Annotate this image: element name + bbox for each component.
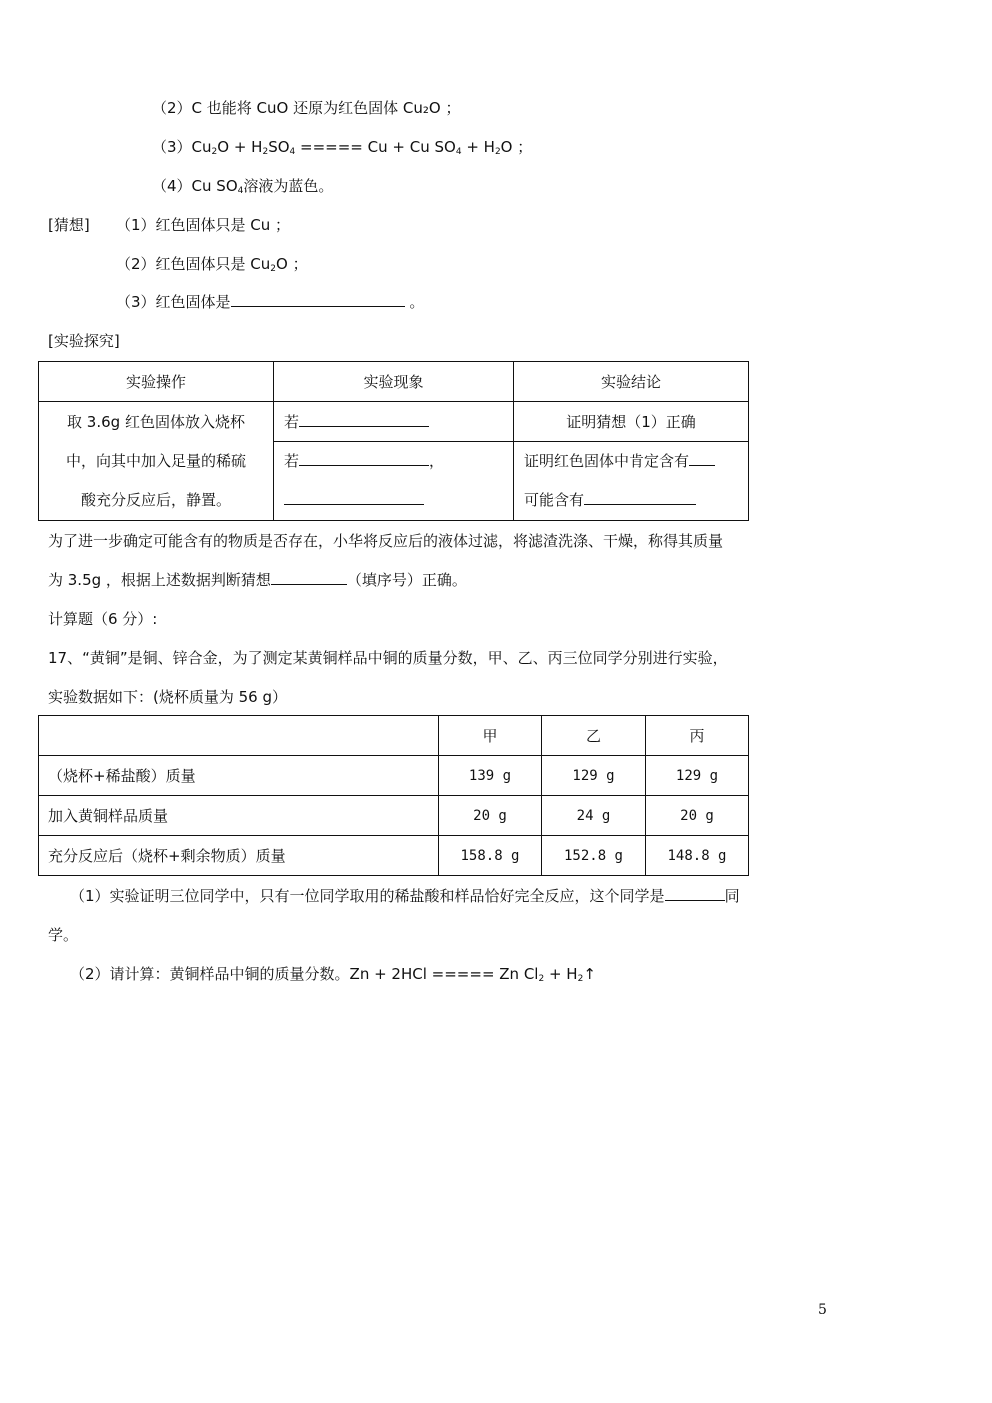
part-1-tail: 学。	[48, 926, 79, 944]
answer-blank[interactable]	[231, 292, 405, 307]
table-row: （烧杯+稀盐酸）质量 139 g 129 g 129 g	[39, 756, 749, 796]
header-operation: 实验操作	[39, 362, 274, 402]
guess-2: （2）红色固体只是 $Cu_2O$ ；	[116, 255, 308, 274]
part-1: （1）实验证明三位同学中，只有一位同学取用的稀盐酸和样品恰好完全反应，这个同学是 同	[70, 887, 740, 905]
data-table	[38, 715, 749, 876]
header-bing: 丙	[646, 716, 749, 756]
operation-cell: 取 3.6g 红色固体放入烧杯 中，向其中加入足量的稀硫 酸充分反应后，静置。	[39, 402, 274, 521]
q17-line-2: 实验数据如下：(烧杯质量为 56 g）	[48, 688, 287, 706]
phenomenon-1: 若	[274, 402, 514, 442]
header-phenomenon: 实验现象	[274, 362, 514, 402]
answer-blank[interactable]	[284, 490, 424, 505]
info-item-3: $(3)Cu_2O + H_2SO_4$ ===== Cu + Cu $SO_4 + H_2O$ ；	[152, 138, 533, 157]
guess-1: （1）红色固体只是 Cu ；	[116, 216, 291, 234]
header-jia: 甲	[439, 716, 542, 756]
followup-line-2: 为 3.5g ，根据上述数据判断猜想 （填序号）正确。	[48, 571, 467, 589]
part-2: （2）请计算：黄铜样品中铜的质量分数。Zn + 2HCl ===== Zn $Cl_2$ + $H_2↑$	[70, 965, 596, 984]
answer-blank[interactable]	[299, 412, 429, 427]
conclusion-2: 证明红色固体中肯定含有 可能含有	[514, 442, 749, 521]
experiment-table	[38, 361, 749, 521]
answer-blank[interactable]	[689, 451, 715, 466]
answer-blank[interactable]	[271, 570, 347, 585]
explore-label: [实验探究]	[48, 332, 120, 350]
answer-blank[interactable]	[665, 886, 725, 901]
calc-title: 计算题（6 分）:	[48, 610, 158, 628]
header-yi: 乙	[542, 716, 646, 756]
table-row: 加入黄铜样品质量 20 g 24 g 20 g	[39, 796, 749, 836]
info-item-2: （2）C 也能将 CuO 还原为红色固体 Cu₂O ；	[152, 99, 461, 117]
guess-label: [猜想]	[48, 216, 90, 234]
table-row: 充分反应后（烧杯+剩余物质）质量 158.8 g 152.8 g 148.8 g	[39, 836, 749, 876]
conclusion-1: 证明猜想（1）正确	[514, 402, 749, 442]
guess-3: （3）红色固体是 。	[116, 293, 425, 311]
answer-blank[interactable]	[584, 490, 696, 505]
header-conclusion: 实验结论	[514, 362, 749, 402]
followup-line-1: 为了进一步确定可能含有的物质是否存在，小华将反应后的液体过滤，将滤渣洗涤、干燥，称得其质量	[48, 532, 724, 550]
answer-blank[interactable]	[299, 451, 429, 466]
page-number: 5	[818, 1302, 827, 1318]
phenomenon-2: 若 ，	[274, 442, 514, 521]
q17-line-1: 17、“黄铜”是铜、锌合金，为了测定某黄铜样品中铜的质量分数，甲、乙、丙三位同学分别进行实验，	[48, 649, 728, 667]
info-item-4: （4）Cu $SO_4$溶液为蓝色。	[152, 177, 334, 196]
header-blank	[39, 716, 439, 756]
